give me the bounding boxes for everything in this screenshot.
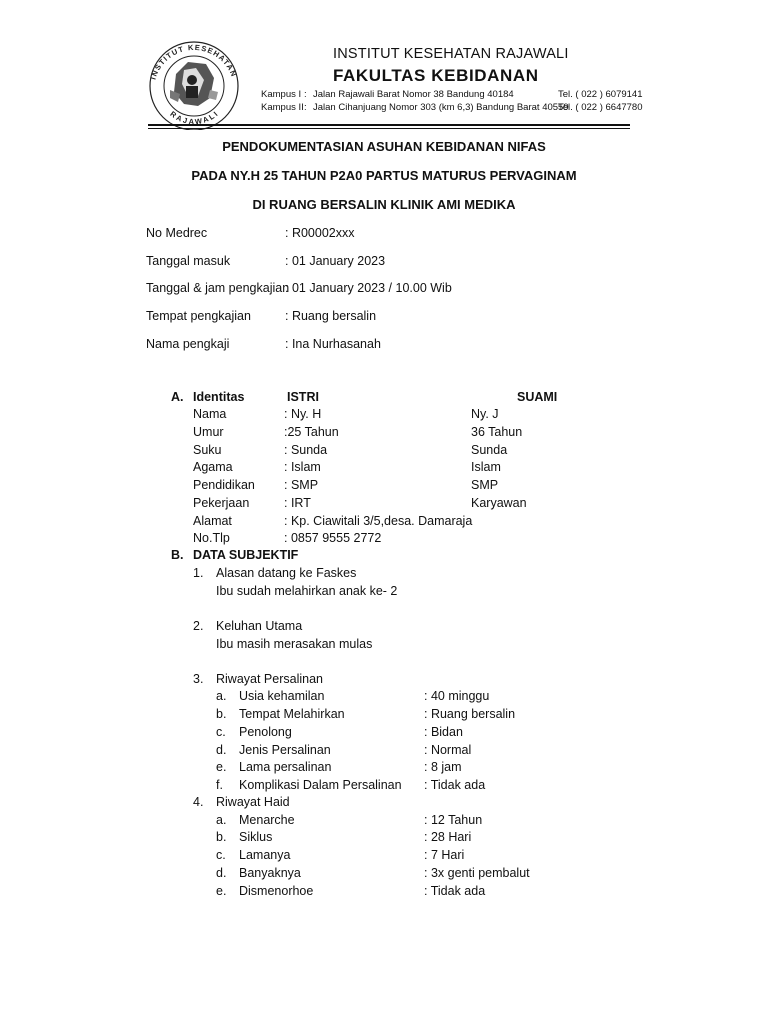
info-label: No Medrec bbox=[146, 226, 208, 240]
item-title: Riwayat Persalinan bbox=[216, 672, 323, 686]
campus2-sep: : bbox=[304, 102, 307, 113]
sub-label: Tempat Melahirkan bbox=[239, 707, 345, 721]
suami-value: Karyawan bbox=[471, 496, 527, 510]
item-number: 2. bbox=[193, 619, 204, 633]
istri-value: :25 Tahun bbox=[284, 425, 339, 439]
istri-value: : SMP bbox=[284, 478, 319, 492]
info-label: Tanggal masuk bbox=[146, 254, 231, 268]
doc-title-line2: PADA NY.H 25 TAHUN P2A0 PARTUS MATURUS PERVAGINAM bbox=[191, 168, 577, 183]
doc-title-line3: DI RUANG BERSALIN KLINIK AMI MEDIKA bbox=[252, 197, 516, 212]
info-value: : 01 January 2023 / 10.00 Wib bbox=[285, 281, 452, 295]
logo-ring-text-bottom: RAJAWALI bbox=[168, 108, 221, 127]
identity-label: Umur bbox=[193, 425, 224, 439]
campus2-phone: Tel. ( 022 ) 6647780 bbox=[558, 102, 643, 113]
info-label: Tanggal & jam pengkajian bbox=[146, 281, 290, 295]
doc-title-line1: PENDOKUMENTASIAN ASUHAN KEBIDANAN NIFAS bbox=[222, 139, 546, 154]
sub-letter: c. bbox=[216, 848, 226, 862]
identity-label: Alamat bbox=[193, 514, 232, 528]
suami-value: Ny. J bbox=[471, 407, 499, 421]
identity-label: Pekerjaan bbox=[193, 496, 250, 510]
sub-label: Penolong bbox=[239, 725, 292, 739]
sub-label: Dismenorhoe bbox=[239, 884, 314, 898]
campus1-sep: : bbox=[304, 89, 307, 100]
sub-label: Usia kehamilan bbox=[239, 689, 325, 703]
item-number: 1. bbox=[193, 566, 204, 580]
suami-value: SMP bbox=[471, 478, 499, 492]
sub-letter: f. bbox=[216, 778, 223, 792]
letterhead-divider-thick bbox=[148, 124, 630, 126]
sub-label: Lamanya bbox=[239, 848, 291, 862]
sub-letter: c. bbox=[216, 725, 226, 739]
item-title: Alasan datang ke Faskes bbox=[216, 566, 357, 580]
sub-letter: b. bbox=[216, 830, 227, 844]
campus2-label: Kampus II bbox=[261, 102, 304, 113]
suami-value: 36 Tahun bbox=[471, 425, 523, 439]
sub-letter: a. bbox=[216, 689, 227, 703]
item-text: Ibu sudah melahirkan anak ke- 2 bbox=[216, 584, 398, 598]
sub-label: Komplikasi Dalam Persalinan bbox=[239, 778, 402, 792]
identity-label: Pendidikan bbox=[193, 478, 255, 492]
section-heading: Identitas bbox=[193, 390, 245, 404]
section-marker: A. bbox=[171, 390, 184, 404]
sub-value: : Ruang bersalin bbox=[424, 707, 516, 721]
istri-heading: ISTRI bbox=[287, 390, 319, 404]
sub-letter: a. bbox=[216, 813, 227, 827]
istri-value: : Islam bbox=[284, 460, 321, 474]
institution-name: INSTITUT KESEHATAN RAJAWALI bbox=[333, 46, 569, 62]
sub-value: : Tidak ada bbox=[424, 884, 486, 898]
sub-value: : Bidan bbox=[424, 725, 463, 739]
campus1-phone: Tel. ( 022 ) 6079141 bbox=[558, 89, 643, 100]
faculty-name: FAKULTAS KEBIDANAN bbox=[333, 66, 539, 85]
sub-label: Jenis Persalinan bbox=[239, 743, 331, 757]
info-value: : R00002xxx bbox=[285, 226, 355, 240]
suami-heading: SUAMI bbox=[517, 390, 558, 404]
item-number: 4. bbox=[193, 795, 204, 809]
section-marker: B. bbox=[171, 548, 184, 562]
campus1-label: Kampus I bbox=[261, 89, 302, 100]
campus1-address: Jalan Rajawali Barat Nomor 38 Bandung 40184 bbox=[313, 89, 514, 100]
info-value: : Ina Nurhasanah bbox=[285, 337, 381, 351]
item-title: Keluhan Utama bbox=[216, 619, 303, 633]
section-heading: DATA SUBJEKTIF bbox=[193, 548, 299, 562]
identity-label: Suku bbox=[193, 443, 222, 457]
sub-value: : Normal bbox=[424, 743, 472, 757]
sub-value: : 7 Hari bbox=[424, 848, 465, 862]
item-title: Riwayat Haid bbox=[216, 795, 290, 809]
sub-letter: e. bbox=[216, 884, 227, 898]
sub-letter: b. bbox=[216, 707, 227, 721]
info-label: Tempat pengkajian bbox=[146, 309, 251, 323]
item-number: 3. bbox=[193, 672, 204, 686]
istri-value: : IRT bbox=[284, 496, 311, 510]
sub-label: Siklus bbox=[239, 830, 273, 844]
info-value: : Ruang bersalin bbox=[285, 309, 377, 323]
istri-value: : Kp. Ciawitali 3/5,desa. Damaraja bbox=[284, 514, 473, 528]
sub-label: Lama persalinan bbox=[239, 760, 332, 774]
identity-label: Nama bbox=[193, 407, 227, 421]
istri-value: : Ny. H bbox=[284, 407, 322, 421]
institution-logo bbox=[140, 40, 248, 130]
sub-letter: e. bbox=[216, 760, 227, 774]
identity-label: No.Tlp bbox=[193, 531, 230, 545]
sub-value: : 12 Tahun bbox=[424, 813, 483, 827]
letterhead-divider-thin bbox=[148, 128, 630, 129]
sub-value: : 28 Hari bbox=[424, 830, 472, 844]
suami-value: Sunda bbox=[471, 443, 508, 457]
istri-value: : Sunda bbox=[284, 443, 328, 457]
item-text: Ibu masih merasakan mulas bbox=[216, 637, 373, 651]
sub-letter: d. bbox=[216, 866, 227, 880]
logo-ring-text-top: INSTITUT KESEHATAN bbox=[148, 42, 239, 81]
sub-label: Menarche bbox=[239, 813, 295, 827]
suami-value: Islam bbox=[471, 460, 501, 474]
istri-value: : 0857 9555 2772 bbox=[284, 531, 382, 545]
info-label: Nama pengkaji bbox=[146, 337, 230, 351]
sub-letter: d. bbox=[216, 743, 227, 757]
info-value: : 01 January 2023 bbox=[285, 254, 386, 268]
sub-value: : 3x genti pembalut bbox=[424, 866, 530, 880]
sub-value: : Tidak ada bbox=[424, 778, 486, 792]
campus2-address: Jalan Cihanjuang Nomor 303 (km 6,3) Bandung Barat 40559 bbox=[313, 102, 569, 113]
sub-value: : 40 minggu bbox=[424, 689, 490, 703]
sub-label: Banyaknya bbox=[239, 866, 301, 880]
identity-label: Agama bbox=[193, 460, 233, 474]
sub-value: : 8 jam bbox=[424, 760, 462, 774]
